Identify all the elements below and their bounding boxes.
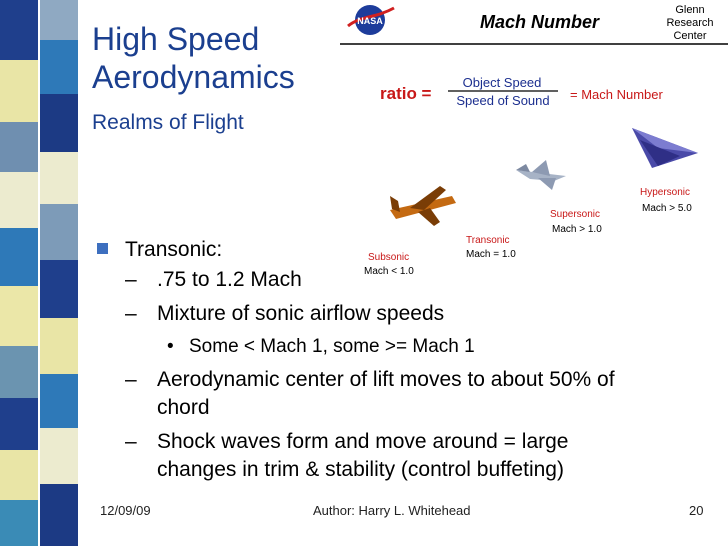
sub-bullet: [125, 300, 445, 328]
footer-page-number: 20: [689, 503, 704, 518]
sub-sub-bullet-text: Some < Mach 1, some >= Mach 1: [189, 336, 475, 357]
formula-numerator: Object Speed: [462, 75, 542, 90]
regime-supersonic-name: Supersonic: [550, 209, 601, 220]
decorative-stripe: [0, 0, 78, 546]
dash-marker: –: [125, 368, 137, 391]
sub-bullet: [125, 266, 302, 294]
dash-marker: –: [125, 430, 137, 453]
sub-bullet-text: Mixture of sonic airflow speeds: [157, 302, 445, 325]
mach-number-figure: [340, 0, 728, 290]
sub-bullet-continuation: changes in trim & stability (control buffeting): [157, 458, 564, 481]
figure-heading: Mach Number: [480, 12, 600, 32]
footer-date: 12/09/09: [100, 503, 151, 518]
stripe-col-right: [40, 0, 78, 546]
org-line-1: Glenn: [675, 4, 705, 16]
dash-marker: –: [125, 302, 137, 325]
nasa-logo-text: NASA: [357, 16, 383, 26]
sub-bullet-text: .75 to 1.2 Mach: [157, 268, 302, 291]
sub-sub-bullet: [167, 333, 475, 361]
sub-bullet-text: Shock waves form and move around = large: [157, 430, 569, 453]
ratio-label: ratio =: [380, 84, 432, 103]
dash-marker: –: [125, 268, 137, 291]
regime-transonic-value: Mach = 1.0: [466, 249, 516, 260]
org-line-3: Center: [673, 30, 707, 42]
footer-author: Author: Harry L. Whitehead: [313, 503, 471, 518]
regime-supersonic-value: Mach > 1.0: [552, 224, 602, 235]
regime-subsonic-value: Mach < 1.0: [364, 266, 414, 277]
sub-bullet-text: Aerodynamic center of lift moves to about 50% of: [157, 368, 615, 391]
stripe-col-left: [0, 0, 38, 546]
regime-transonic-name: Transonic: [466, 235, 510, 246]
formula-denominator: Speed of Sound: [456, 93, 550, 108]
sub-bullet-continuation: chord: [157, 396, 210, 419]
sub-bullet: [125, 428, 569, 456]
regime-hypersonic-value: Mach > 5.0: [642, 203, 692, 214]
regime-subsonic-name: Subsonic: [368, 252, 410, 263]
formula-result: = Mach Number: [570, 87, 663, 102]
dot-marker: •: [167, 336, 174, 357]
slide-title-line-1: High Speed: [92, 21, 260, 57]
org-line-2: Research: [666, 17, 714, 29]
slide-title-line-2: Aerodynamics: [92, 59, 295, 95]
square-bullet-icon: [97, 243, 109, 255]
bullet-text: Transonic:: [125, 238, 223, 261]
regime-hypersonic-name: Hypersonic: [640, 187, 691, 198]
slide-subtitle: Realms of Flight: [92, 111, 244, 134]
sub-bullet: [125, 366, 615, 394]
